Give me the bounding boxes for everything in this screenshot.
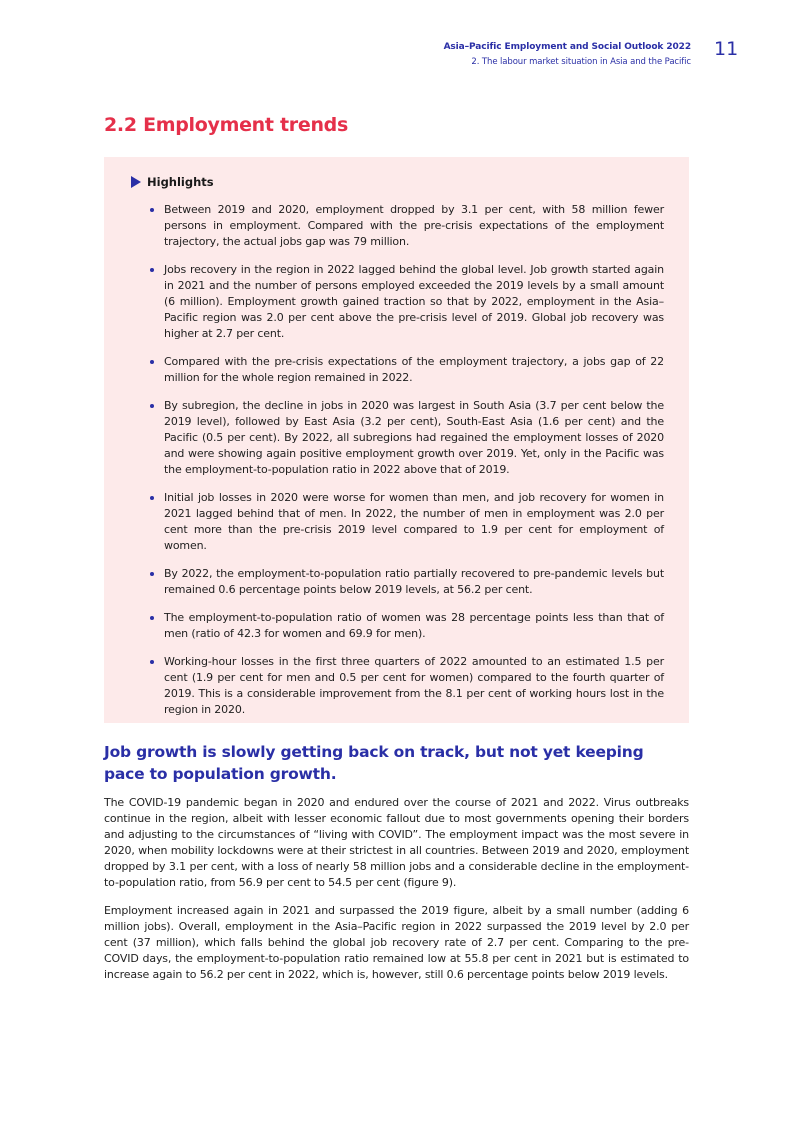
bullet-dot-icon xyxy=(150,572,154,576)
highlight-text: Initial job losses in 2020 were worse for women than men, and job recovery for women in 2021 lagged behind that of men. In 2022, the number of men in employment was 2.0 per cent more than the pre-crisis 2019 level compared to 1.9 per cent for employment of women. xyxy=(164,491,664,552)
highlight-item xyxy=(150,262,664,342)
highlights-heading-label: Highlights xyxy=(147,175,214,189)
highlight-text: By subregion, the decline in jobs in 2020 was largest in South Asia (3.7 per cent below the 2019 level), followed by East Asia (3.2 per cent), South-East Asia (1.6 per cent) and the Pacific (0.5 per cent). By 2022, all subregions had regained the employment losses of 2020 and were showing again positive employment growth over 2019. Yet, only in the Pacific was the employment-to-population ratio in 2022 above that of 2019. xyxy=(164,399,664,476)
section-title: 2.2 Employment trends xyxy=(104,114,348,136)
bullet-dot-icon xyxy=(150,208,154,212)
triangle-bullet-icon xyxy=(131,176,141,188)
bullet-dot-icon xyxy=(150,616,154,620)
highlight-text: Compared with the pre-crisis expectations of the employment trajectory, a jobs gap of 22 million for the whole region remained in 2022. xyxy=(164,355,664,384)
highlight-item xyxy=(150,202,664,250)
highlight-item xyxy=(150,398,664,478)
highlight-item xyxy=(150,354,664,386)
highlights-box xyxy=(104,157,689,723)
running-header xyxy=(444,40,691,69)
bullet-dot-icon xyxy=(150,404,154,408)
highlight-item xyxy=(150,566,664,598)
highlight-item xyxy=(150,610,664,642)
highlight-text: By 2022, the employment-to-population ratio partially recovered to pre-pandemic levels but remained 0.6 percentage points below 2019 levels, at 56.2 per cent. xyxy=(164,567,664,596)
highlights-list xyxy=(150,202,664,730)
highlight-text: Jobs recovery in the region in 2022 lagged behind the global level. Job growth started again in 2021 and the number of persons employed exceeded the 2019 levels by a small amount (6 million). Employment growth gained traction so that by 2022, employment in the Asia–Pacific region was 2.0 per cent above the pre-crisis level of 2019. Global job recovery was higher at 2.7 per cent. xyxy=(164,263,664,340)
page-number: 11 xyxy=(714,38,739,60)
bullet-dot-icon xyxy=(150,360,154,364)
subsection-heading: Job growth is slowly getting back on track, but not yet keeping pace to population growth. xyxy=(104,743,644,783)
highlight-item xyxy=(150,654,664,718)
bullet-dot-icon xyxy=(150,268,154,272)
bullet-dot-icon xyxy=(150,660,154,664)
chapter-title: 2. The labour market situation in Asia and the Pacific xyxy=(471,57,691,67)
highlights-heading xyxy=(131,175,214,189)
publication-title: Asia–Pacific Employment and Social Outlook 2022 xyxy=(443,42,691,52)
body-paragraph: Employment increased again in 2021 and surpassed the 2019 figure, albeit by a small number (adding 6 million jobs). Overall, employment in the Asia–Pacific region in 2022 surpassed the 2019 level by 2.0 per cent (37 million), which falls behind the global job recovery rate of 2.7 per cent. Comparing to the pre-COVID days, the employment-to-population ratio remained low at 55.8 per cent in 2021 but is estimated to increase again to 56.2 per cent in 2022, which is, however, still 0.6 percentage points below 2019 levels. xyxy=(104,904,689,981)
bullet-dot-icon xyxy=(150,496,154,500)
body-paragraph: The COVID-19 pandemic began in 2020 and endured over the course of 2021 and 2022. Virus outbreaks continue in the region, albeit with lesser economic fallout due to most governments opening their borders and adjusting to the circumstances of “living with COVID”. The employment impact was the most severe in 2020, when mobility lockdowns were at their strictest in all countries. Between 2019 and 2020, employment dropped by 3.1 per cent, with a loss of nearly 58 million jobs and a considerable decline in the employment-to-population ratio, from 56.9 per cent to 54.5 per cent (figure 9). xyxy=(104,796,689,889)
highlight-item xyxy=(150,490,664,554)
highlight-text: The employment-to-population ratio of women was 28 percentage points less than that of men (ratio of 42.3 for women and 69.9 for men). xyxy=(164,611,664,640)
highlight-text: Between 2019 and 2020, employment dropped by 3.1 per cent, with 58 million fewer persons in employment. Compared with the pre-crisis expectations of the employment trajectory, the actual jobs gap was 79 million. xyxy=(164,203,664,248)
highlight-text: Working-hour losses in the first three quarters of 2022 amounted to an estimated 1.5 per cent (1.9 per cent for men and 0.5 per cent for women) compared to the fourth quarter of 2019. This is a considerable improvement from the 8.1 per cent of working hours lost in the region in 2020. xyxy=(164,655,664,716)
